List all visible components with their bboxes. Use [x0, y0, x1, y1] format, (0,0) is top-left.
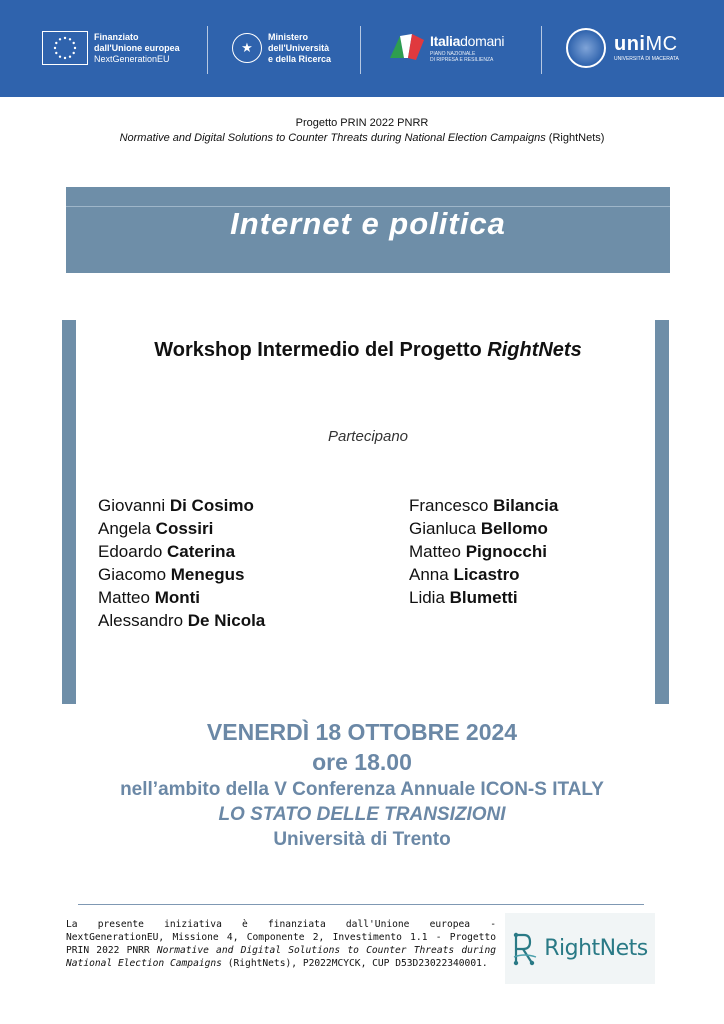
workshop-heading	[66, 339, 670, 362]
participant-name: Gianluca Bellomo	[409, 519, 548, 538]
participant-name: Francesco Bilancia	[409, 496, 559, 515]
participants-right-list	[409, 494, 558, 609]
italiadomani-text	[430, 33, 504, 63]
ministero-logo	[232, 22, 331, 74]
workshop-prefix: Workshop Intermedio del Progetto	[154, 339, 488, 361]
ministero-line-1: Ministero	[268, 31, 309, 42]
funding-project-title: Normative and Digital Solutions to Counter Threats during National Election Campaigns	[66, 945, 497, 969]
header-divider	[541, 26, 542, 74]
eu-flag-icon	[42, 31, 88, 65]
footer-divider	[78, 904, 644, 905]
ministero-logo-text	[268, 32, 331, 65]
funding-text-1: La presente iniziativa è finanziata dall'Unione europea - NextGenerationEU, Missione 4, Componente 2, Investimento 1.1 - Progetto PRIN 2022 PNRR	[66, 919, 496, 956]
ministero-line-3: e della Ricerca	[268, 53, 332, 64]
event-context: nell’ambito della V Conferenza Annuale ICON-S ITALY	[120, 779, 604, 800]
rightnets-mark-icon	[512, 931, 538, 967]
event-time: ore 18.00	[312, 749, 412, 775]
event-date: VENERDÌ 18 OTTOBRE 2024	[206, 719, 518, 745]
rightnets-logo-text: RightNets	[544, 936, 648, 961]
italiadomani-sub-1: PIANO NAZIONALE	[430, 51, 476, 57]
ministero-line-2: dell'Università	[268, 42, 330, 53]
event-conference-title: LO STATO DELLE TRANSIZIONI	[218, 804, 506, 825]
unimc-name-a: uni	[614, 33, 646, 55]
eu-logo	[42, 22, 180, 74]
participant-name: Matteo Pignocchi	[409, 542, 547, 561]
project-line-2	[0, 132, 724, 144]
university-seal-icon	[566, 28, 606, 68]
italiadomani-name-b: domani	[460, 33, 505, 49]
unimc-sub: UNIVERSITÀ DI MACERATA	[614, 56, 679, 62]
participant-name: Anna Licastro	[409, 565, 520, 584]
project-title-tail: (RightNets)	[545, 132, 605, 144]
italiadomani-sub-2: DI RIPRESA E RESILIENZA	[430, 57, 494, 63]
unimc-name-b: MC	[645, 33, 678, 55]
eu-line-1: Finanziato	[94, 31, 139, 42]
participant-name: Giovanni Di Cosimo	[98, 496, 254, 515]
project-line-1: Progetto PRIN 2022 PNRR	[295, 117, 429, 129]
eu-logo-text	[94, 32, 180, 65]
eu-line-2: dall'Unione europea	[94, 42, 180, 53]
unimc-text	[614, 34, 679, 62]
participant-name: Lidia Blumetti	[409, 588, 518, 607]
participants-label: Partecipano	[327, 428, 409, 445]
project-title-italic: Normative and Digital Solutions to Counter Threats during National Election Campaigns	[119, 132, 546, 144]
rightnets-logo	[505, 913, 655, 984]
header-divider	[207, 26, 208, 74]
participant-name: Alessandro De Nicola	[98, 611, 266, 630]
participant-name: Matteo Monti	[98, 588, 201, 607]
republic-emblem-icon: ★	[232, 33, 262, 63]
event-venue: Università di Trento	[273, 829, 451, 850]
unimc-logo	[566, 22, 679, 74]
italian-flag-icon	[386, 28, 426, 68]
funding-text-2: (RightNets), P2022MCYCK, CUP D53D23022340001.	[221, 958, 488, 969]
funding-notice	[66, 918, 496, 970]
right-accent-bar	[655, 320, 669, 704]
participant-name: Edoardo Caterina	[98, 542, 236, 561]
participant-name: Giacomo Menegus	[98, 565, 245, 584]
eu-line-3: NextGenerationEU	[94, 53, 170, 64]
left-accent-bar	[62, 320, 76, 704]
participants-left-list	[98, 494, 265, 632]
italiadomani-logo	[386, 22, 504, 74]
page-title: Internet e politica	[230, 206, 506, 241]
italiadomani-name-a: Italia	[430, 33, 461, 49]
workshop-project-name: RightNets	[487, 339, 582, 361]
participant-name: Angela Cossiri	[98, 519, 214, 538]
header-divider	[360, 26, 361, 74]
